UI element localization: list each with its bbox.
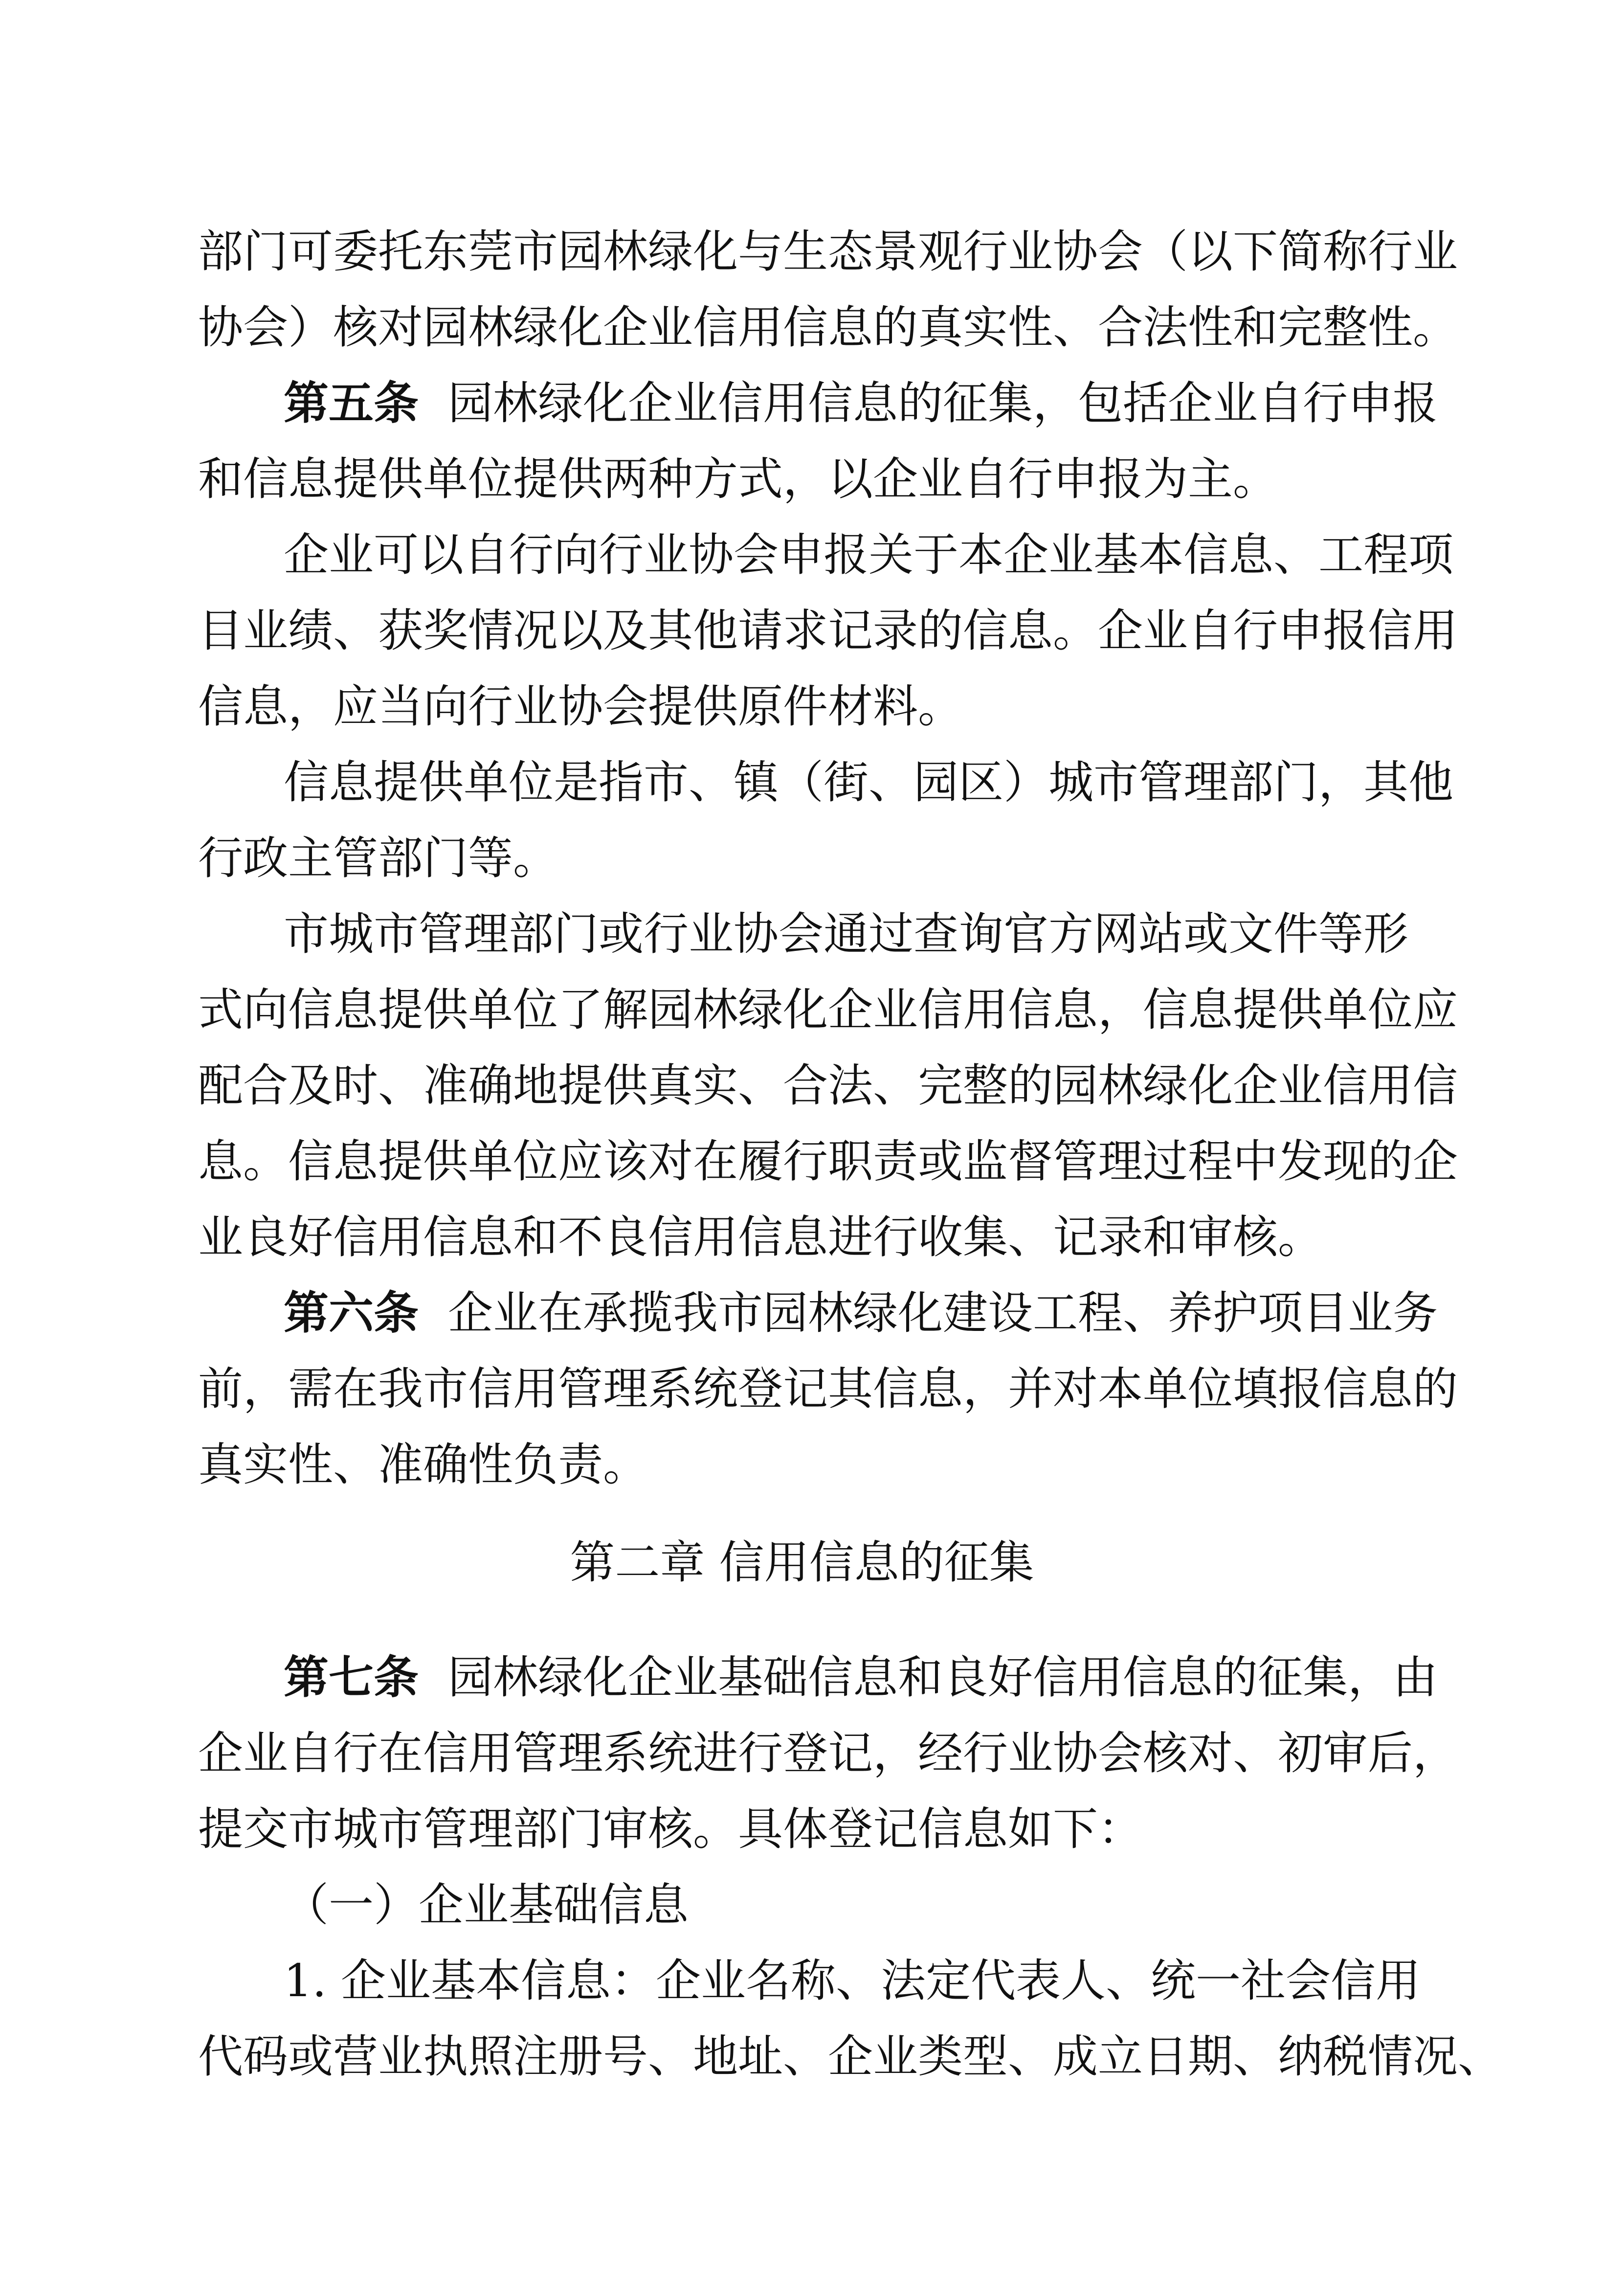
- article-7-first-line: [284, 1648, 1438, 1707]
- paragraph-line: 式向信息提供单位了解园林绿化企业信用信息，信息提供单位应: [198, 984, 1458, 1036]
- paragraph-line: 目业绩、获奖情况以及其他请求记录的信息。企业自行申报信用: [198, 605, 1458, 657]
- article-6-first-line: [284, 1284, 1438, 1343]
- paragraph-line: 业良好信用信息和不良信用信息进行收集、记录和审核。: [198, 1211, 1323, 1263]
- paragraph-line: 前，需在我市信用管理系统登记其信息，并对本单位填报信息的: [198, 1363, 1458, 1415]
- paragraph-line: 企业自行在信用管理系统进行登记，经行业协会核对、初审后，: [198, 1727, 1458, 1779]
- paragraph-line: 真实性、准确性负责。: [198, 1439, 648, 1491]
- paragraph-line: 配合及时、准确地提供真实、合法、完整的园林绿化企业信用信: [198, 1059, 1458, 1112]
- paragraph-line: 市城市管理部门或行业协会通过查询官方网站或文件等形: [284, 908, 1409, 960]
- article-5-first-line: [284, 374, 1438, 433]
- chapter-heading: 第二章 信用信息的征集: [570, 1536, 1034, 1589]
- article-heading: 第五条: [284, 377, 419, 429]
- article-text: 企业在承揽我市园林绿化建设工程、养护项目业务: [448, 1287, 1438, 1339]
- paragraph-line: 代码或营业执照注册号、地址、企业类型、成立日期、纳税情况、: [198, 2030, 1503, 2083]
- paragraph-line: 部门可委托东莞市园林绿化与生态景观行业协会（以下简称行业: [198, 225, 1458, 278]
- paragraph-line: 1. 企业基本信息：企业名称、法定代表人、统一社会信用: [284, 1955, 1421, 2007]
- section-heading: （一）企业基础信息: [284, 1879, 689, 1931]
- paragraph-line: 提交市城市管理部门审核。具体登记信息如下：: [198, 1803, 1143, 1855]
- article-text: 园林绿化企业基础信息和良好信用信息的征集，由: [448, 1651, 1438, 1704]
- paragraph-line: 息。信息提供单位应该对在履行职责或监督管理过程中发现的企: [198, 1135, 1458, 1188]
- paragraph-line: 信息，应当向行业协会提供原件材料。: [198, 680, 963, 733]
- paragraph-line: 企业可以自行向行业协会申报关于本企业基本信息、工程项: [284, 529, 1454, 581]
- article-heading: 第七条: [284, 1651, 419, 1704]
- paragraph-line: 和信息提供单位提供两种方式，以企业自行申报为主。: [198, 453, 1278, 505]
- article-heading: 第六条: [284, 1287, 419, 1339]
- article-text: 园林绿化企业信用信息的征集，包括企业自行申报: [448, 377, 1438, 429]
- paragraph-line: 信息提供单位是指市、镇（街、园区）城市管理部门，其他: [284, 756, 1454, 809]
- paragraph-line: 协会）核对园林绿化企业信用信息的真实性、合法性和完整性。: [198, 301, 1458, 354]
- paragraph-line: 行政主管部门等。: [198, 832, 558, 884]
